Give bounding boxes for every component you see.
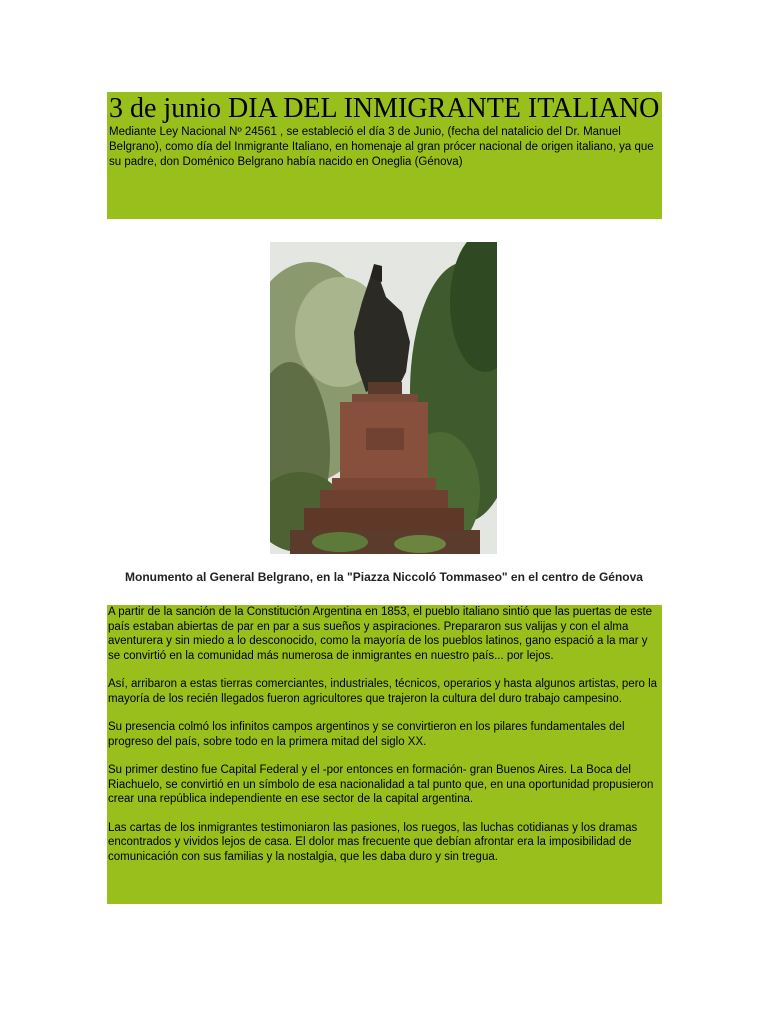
body-section bbox=[107, 605, 662, 904]
photo-caption: Monumento al General Belgrano, en la "Piazza Niccoló Tommaseo" en el centro de Génova bbox=[125, 570, 643, 584]
body-paragraph-2: Así, arribaron a estas tierras comerciantes, industriales, técnicos, operarios y hasta algunos artistas, pero la mayoría de los recién llegados fueron agricultores que trajeron la cultura del duro trabajo campesino. bbox=[108, 678, 658, 705]
monument-image bbox=[270, 242, 497, 554]
page-title: 3 de junio DIA DEL INMIGRANTE ITALIANO bbox=[109, 93, 660, 124]
intro-paragraph: Mediante Ley Nacional Nº 24561 , se estableció el día 3 de Junio, (fecha del natalicio del Dr. Manuel Belgrano), como día del Inmigrante Italiano, en homenaje al gran prócer nacional de origen italiano, ya que su padre, don Doménico Belgrano había nacido en Oneglia (Génova) bbox=[109, 126, 654, 168]
monument-photo bbox=[270, 242, 497, 554]
body-paragraph-3: Su presencia colmó los infinitos campos argentinos y se convirtieron en los pilares fundamentales del progreso del país, sobre todo en la primera mitad del siglo XX. bbox=[108, 721, 625, 748]
body-paragraph-1: A partir de la sanción de la Constitución Argentina en 1853, el pueblo italiano sintió que las puertas de este país estaban abiertas de par en par a sus sueños y aspiraciones. Prepararon sus valijas y con el alma aventurera y sin miedo a lo desconocido, como la mayoría de los pueblos latinos, gano espació a la mar y se convirtió en la comunidad más numerosa de inmigrantes en nuestro país... por lejos. bbox=[108, 606, 653, 662]
body-paragraph-5: Las cartas de los inmigrantes testimoniaron las pasiones, los ruegos, las luchas cotidianas y los dramas encontrados y vividos lejos de casa. El dolor mas frecuente que debían afrontar era la imposibilidad de comunicación con sus familias y la nostalgia, que les daba duro y sin tregua. bbox=[108, 821, 638, 863]
body-paragraph-4: Su primer destino fue Capital Federal y el -por entonces en formación- gran Buenos Aires. La Boca del Riachuelo, se convirtió en un símbolo de esa nacionalidad a tal punto que, en una oportunidad propusieron crear una república independiente en ese sector de la capital argentina. bbox=[108, 764, 654, 805]
title-section bbox=[107, 92, 662, 219]
